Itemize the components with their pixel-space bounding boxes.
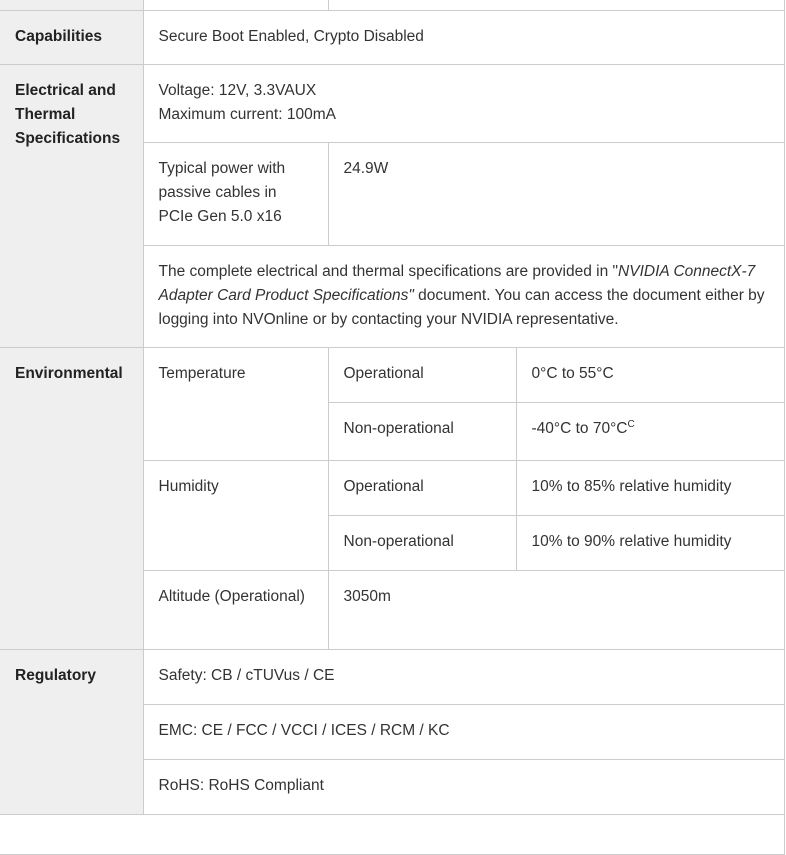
temperature-nonoperational-value <box>516 403 785 461</box>
capabilities-value: Secure Boot Enabled, Crypto Disabled <box>143 11 785 65</box>
note-text-post: document. You can access the document either by logging into NVOnline or by contacting your NVIDIA representative. <box>158 287 765 328</box>
max-current-text: Maximum current: 100mA <box>158 106 336 123</box>
previous-row-header <box>0 0 143 11</box>
next-row-cell <box>0 815 785 855</box>
voltage-text: Voltage: 12V, 3.3VAUX <box>158 82 317 99</box>
humidity-nonoperational-label: Non-operational <box>328 516 516 571</box>
note-text-pre: The complete electrical and thermal specifications are provided in " <box>158 263 619 280</box>
temperature-footnote: C <box>627 419 635 430</box>
previous-row-cell-2 <box>328 0 785 11</box>
humidity-operational-value: 10% to 85% relative humidity <box>516 461 785 516</box>
altitude-label: Altitude (Operational) <box>143 571 328 650</box>
temperature-label: Temperature <box>143 348 328 461</box>
humidity-nonoperational-value: 10% to 90% relative humidity <box>516 516 785 571</box>
capabilities-header: Capabilities <box>0 11 143 65</box>
regulatory-rohs: RoHS: RoHS Compliant <box>143 760 785 815</box>
temperature-nonoperational-range: -40°C to 70°C <box>531 420 628 437</box>
temperature-operational-label: Operational <box>328 348 516 403</box>
temperature-nonoperational-label: Non-operational <box>328 403 516 461</box>
humidity-operational-label: Operational <box>328 461 516 516</box>
regulatory-header: Regulatory <box>0 650 143 815</box>
capabilities-row <box>0 11 785 65</box>
temperature-operational-row <box>0 348 785 403</box>
typical-power-label: Typical power with passive cables in PCIe Gen 5.0 x16 <box>143 143 328 246</box>
regulatory-safety-row <box>0 650 785 705</box>
temperature-operational-value: 0°C to 55°C <box>516 348 785 403</box>
altitude-value: 3050m <box>328 571 785 650</box>
regulatory-emc: EMC: CE / FCC / VCCI / ICES / RCM / KC <box>143 705 785 760</box>
humidity-label: Humidity <box>143 461 328 571</box>
next-row <box>0 815 785 855</box>
electrical-note <box>143 246 785 348</box>
previous-row-cell-1 <box>143 0 328 11</box>
regulatory-safety: Safety: CB / cTUVus / CE <box>143 650 785 705</box>
environmental-header: Environmental <box>0 348 143 650</box>
previous-row <box>0 0 785 11</box>
electrical-voltage-current-cell <box>143 65 785 143</box>
typical-power-value: 24.9W <box>328 143 785 246</box>
note-document-title: NVIDIA ConnectX-7 Adapter Card Product Specifications" <box>158 263 756 304</box>
electrical-row <box>0 65 785 143</box>
electrical-header: Electrical and Thermal Specifications <box>0 65 143 348</box>
